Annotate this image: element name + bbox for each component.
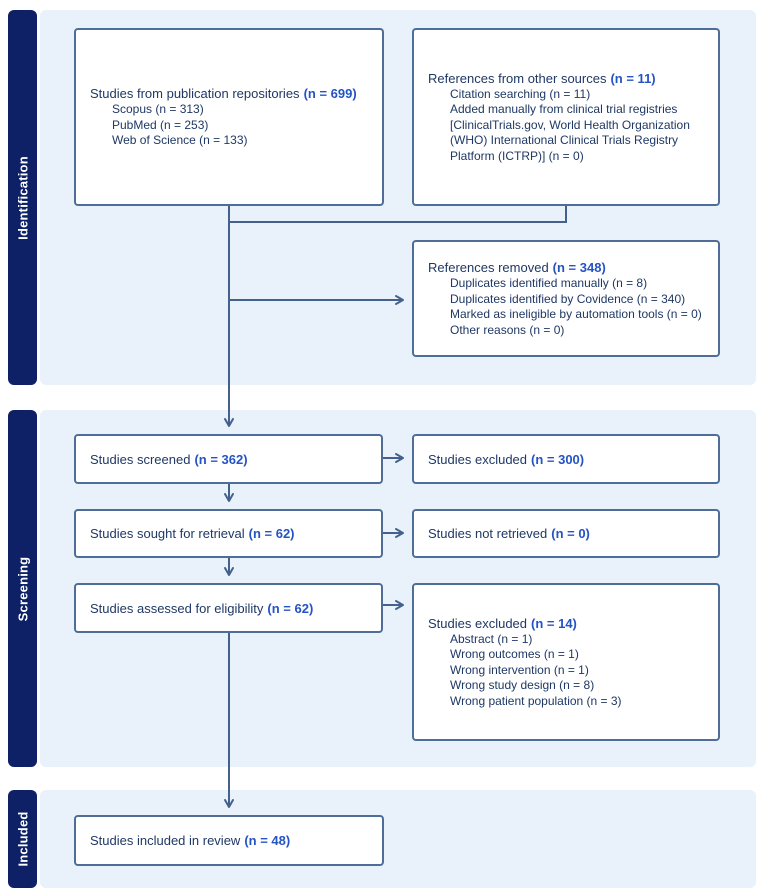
studies-assessed-eligibility-box — [74, 583, 383, 633]
box-title: Studies assessed for eligibility (n = 62) — [90, 600, 314, 616]
box-title: Studies not retrieved (n = 0) — [428, 526, 590, 541]
count-badge: (n = 699) — [303, 86, 357, 102]
count-badge: (n = 48) — [244, 833, 291, 848]
sub-item: Scopus (n = 313) — [112, 102, 204, 117]
count-badge: (n = 11) — [610, 70, 656, 86]
elbow-connector-other-sources — [230, 206, 566, 222]
studies-sought-retrieval-box — [74, 509, 383, 558]
sub-item: Citation searching (n = 11) — [450, 86, 591, 101]
identification-phase-label: Identification — [15, 155, 30, 240]
studies-publication-repositories-box — [74, 28, 384, 206]
box-title: Studies excluded (n = 300) — [428, 451, 585, 467]
sub-item: Other reasons (n = 0) — [450, 322, 565, 337]
sub-item: Wrong patient population (n = 3) — [450, 693, 622, 708]
sub-item: Duplicates identified by Covidence (n = 340) — [450, 291, 686, 306]
count-badge: (n = 348) — [552, 260, 606, 275]
studies-excluded-screening-box — [412, 434, 720, 484]
box-sub-items — [450, 632, 710, 710]
sub-item: Wrong outcomes (n = 1) — [450, 647, 579, 662]
box-title: Studies from publication repositories (n = 699) — [90, 86, 357, 102]
included-phase-label: Included — [15, 811, 30, 867]
studies-not-retrieved-box — [412, 509, 720, 558]
count-badge: (n = 0) — [551, 526, 590, 541]
sub-item: Duplicates identified manually (n = 8) — [450, 276, 648, 290]
count-badge: (n = 362) — [194, 451, 248, 467]
box-sub-items — [450, 87, 710, 165]
box-title: Studies screened (n = 362) — [90, 451, 248, 467]
count-badge: (n = 62) — [267, 600, 314, 616]
sub-item: Added manually from clinical trial registries [ClinicalTrials.gov, World Health Organization (WHO) International Clinical Trials Registry Platform (ICTRP)] (n = 0) — [450, 102, 690, 163]
studies-included-box — [74, 815, 384, 866]
box-title: References removed (n = 348) — [428, 260, 606, 275]
references-other-sources-box — [412, 28, 720, 206]
studies-screened-box — [74, 434, 383, 484]
sub-item: Marked as ineligible by automation tools (n = 0) — [450, 307, 702, 321]
box-title: Studies sought for retrieval (n = 62) — [90, 526, 295, 541]
sub-item: Wrong study design (n = 8) — [450, 678, 595, 693]
count-badge: (n = 300) — [531, 451, 585, 467]
box-title: Studies excluded (n = 14) — [428, 615, 577, 631]
box-title: Studies included in review (n = 48) — [90, 833, 291, 848]
screening-phase-label: Screening — [15, 556, 30, 621]
sub-item: Web of Science (n = 133) — [112, 133, 248, 148]
studies-excluded-eligibility-box — [412, 583, 720, 741]
sub-item: Wrong intervention (n = 1) — [450, 662, 589, 677]
sub-item: PubMed (n = 253) — [112, 117, 209, 132]
box-title: References from other sources (n = 11) — [428, 70, 656, 86]
references-removed-box — [412, 240, 720, 357]
count-badge: (n = 14) — [531, 615, 577, 631]
box-sub-items — [450, 276, 710, 338]
count-badge: (n = 62) — [248, 526, 295, 541]
sub-item: Abstract (n = 1) — [450, 631, 533, 646]
box-sub-items — [112, 102, 374, 149]
